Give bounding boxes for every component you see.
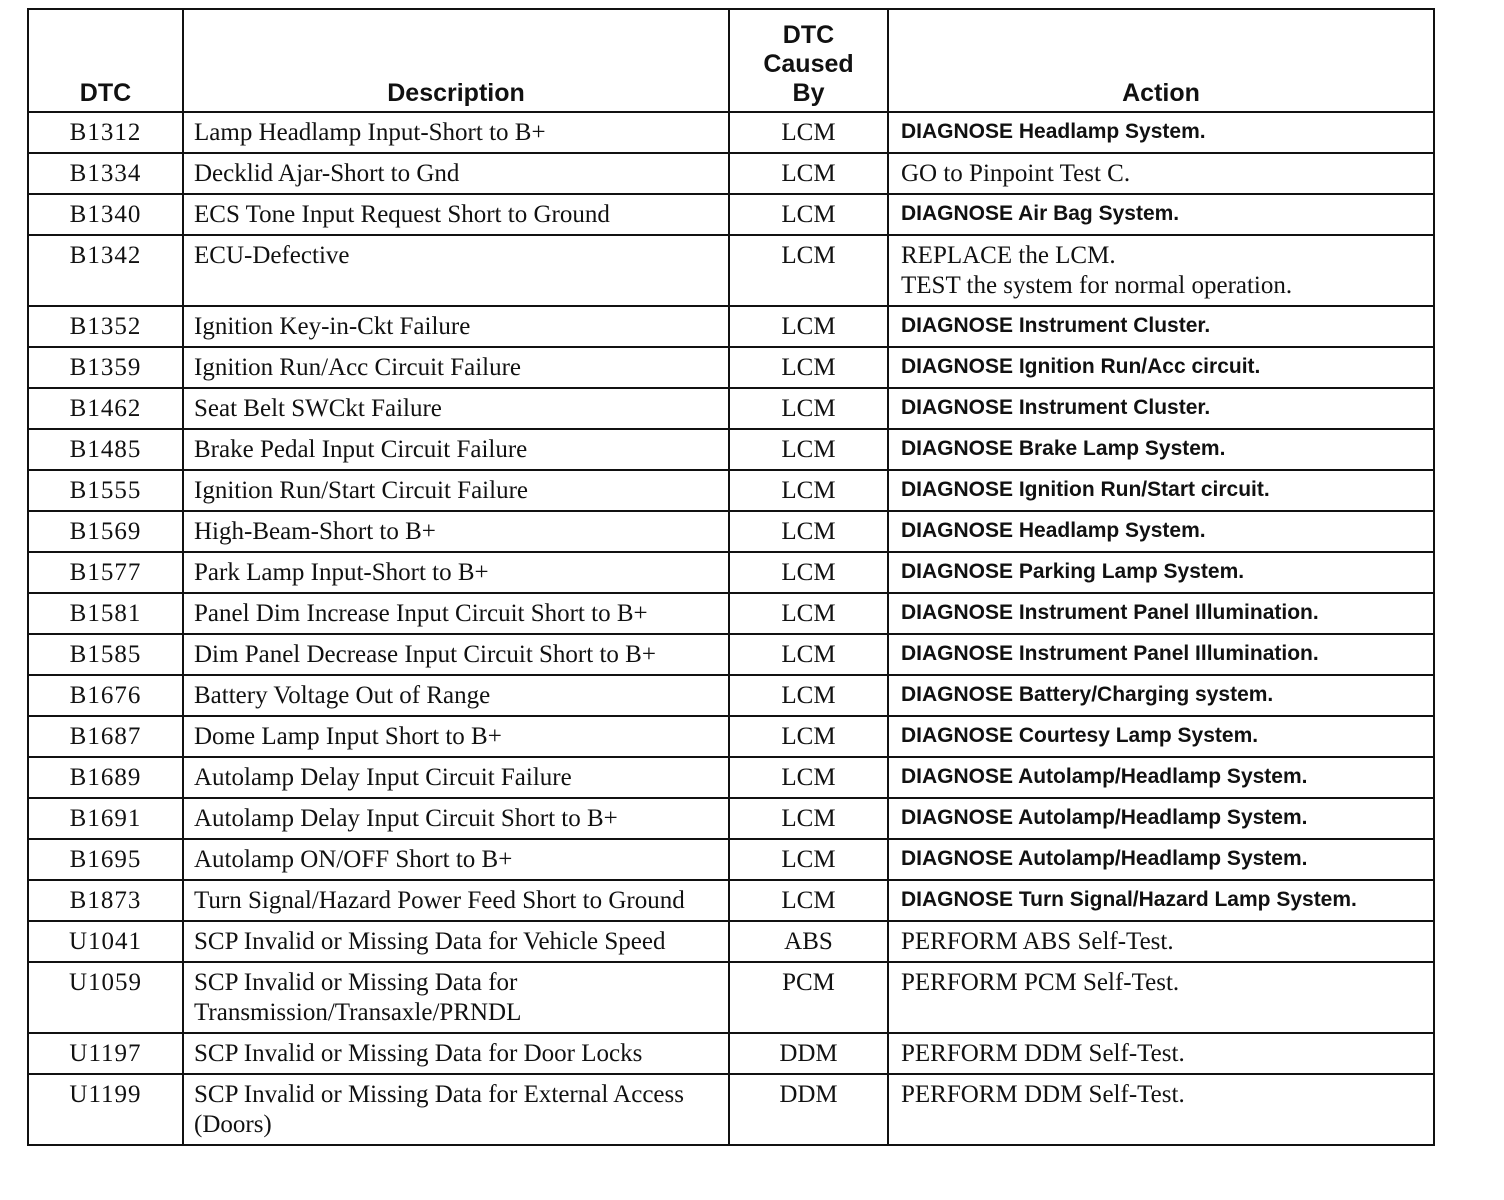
dtc-code-cell: B1873 xyxy=(28,880,183,921)
action-line: DIAGNOSE Instrument Panel Illumination. xyxy=(901,601,1319,624)
table-row xyxy=(28,716,1434,757)
dtc-table xyxy=(27,8,1435,1146)
description-cell: Battery Voltage Out of Range xyxy=(183,675,729,716)
table-row xyxy=(28,839,1434,880)
table-row xyxy=(28,880,1434,921)
action-cell xyxy=(888,921,1434,962)
action-line: DIAGNOSE Autolamp/Headlamp System. xyxy=(901,847,1308,870)
action-cell xyxy=(888,798,1434,839)
action-line: DIAGNOSE Instrument Cluster. xyxy=(901,314,1211,337)
caused-by-cell: LCM xyxy=(729,306,888,347)
header-caused-by-line: By xyxy=(792,79,825,107)
action-line: DIAGNOSE Ignition Run/Start circuit. xyxy=(901,478,1270,501)
dtc-code-cell: B1585 xyxy=(28,634,183,675)
table-row xyxy=(28,470,1434,511)
table-row xyxy=(28,757,1434,798)
dtc-code-cell: B1462 xyxy=(28,388,183,429)
action-cell xyxy=(888,552,1434,593)
action-line: DIAGNOSE Autolamp/Headlamp System. xyxy=(901,806,1308,829)
dtc-code-cell: U1199 xyxy=(28,1074,183,1145)
dtc-code-cell: B1555 xyxy=(28,470,183,511)
dtc-code-cell: B1691 xyxy=(28,798,183,839)
action-cell xyxy=(888,1074,1434,1145)
dtc-code-cell: U1059 xyxy=(28,962,183,1033)
description-cell: Autolamp Delay Input Circuit Short to B+ xyxy=(183,798,729,839)
description-cell: SCP Invalid or Missing Data for Transmission/Transaxle/PRNDL xyxy=(183,962,729,1033)
action-line: DIAGNOSE Instrument Cluster. xyxy=(901,396,1211,419)
description-cell: Lamp Headlamp Input-Short to B+ xyxy=(183,112,729,153)
action-line: DIAGNOSE Battery/Charging system. xyxy=(901,683,1274,706)
table-row xyxy=(28,962,1434,1033)
dtc-code-cell: B1687 xyxy=(28,716,183,757)
action-line: PERFORM DDM Self-Test. xyxy=(901,1081,1185,1108)
caused-by-cell: LCM xyxy=(729,798,888,839)
caused-by-cell: ABS xyxy=(729,921,888,962)
caused-by-cell: LCM xyxy=(729,757,888,798)
action-line: DIAGNOSE Courtesy Lamp System. xyxy=(901,724,1259,747)
table-row xyxy=(28,921,1434,962)
action-line: PERFORM ABS Self-Test. xyxy=(901,928,1174,955)
action-line: PERFORM DDM Self-Test. xyxy=(901,1040,1185,1067)
table-row xyxy=(28,1033,1434,1074)
caused-by-cell: LCM xyxy=(729,153,888,194)
dtc-code-cell: B1581 xyxy=(28,593,183,634)
table-row xyxy=(28,1074,1434,1145)
action-line: DIAGNOSE Headlamp System. xyxy=(901,519,1206,542)
table-row xyxy=(28,675,1434,716)
table-row xyxy=(28,593,1434,634)
caused-by-cell: LCM xyxy=(729,511,888,552)
table-row xyxy=(28,347,1434,388)
table-row xyxy=(28,429,1434,470)
action-line: DIAGNOSE Turn Signal/Hazard Lamp System. xyxy=(901,888,1357,911)
action-line: DIAGNOSE Air Bag System. xyxy=(901,202,1180,225)
action-line: REPLACE the LCM. xyxy=(901,242,1116,269)
description-cell: Park Lamp Input-Short to B+ xyxy=(183,552,729,593)
dtc-code-cell: U1041 xyxy=(28,921,183,962)
dtc-code-cell: B1695 xyxy=(28,839,183,880)
description-cell: Ignition Run/Start Circuit Failure xyxy=(183,470,729,511)
action-line: DIAGNOSE Headlamp System. xyxy=(901,120,1206,143)
dtc-code-cell: B1676 xyxy=(28,675,183,716)
action-line: DIAGNOSE Ignition Run/Acc circuit. xyxy=(901,355,1261,378)
dtc-code-cell: B1334 xyxy=(28,153,183,194)
table-row xyxy=(28,112,1434,153)
caused-by-cell: LCM xyxy=(729,716,888,757)
header-caused-by xyxy=(729,9,888,112)
action-line: DIAGNOSE Parking Lamp System. xyxy=(901,560,1245,583)
caused-by-cell: DDM xyxy=(729,1033,888,1074)
action-cell xyxy=(888,429,1434,470)
description-cell: ECU-Defective xyxy=(183,235,729,306)
action-cell xyxy=(888,511,1434,552)
dtc-code-cell: B1340 xyxy=(28,194,183,235)
action-cell xyxy=(888,470,1434,511)
caused-by-cell: LCM xyxy=(729,347,888,388)
action-cell xyxy=(888,716,1434,757)
description-cell: Dim Panel Decrease Input Circuit Short to B+ xyxy=(183,634,729,675)
dtc-table-container xyxy=(27,8,1433,1146)
description-cell: SCP Invalid or Missing Data for Door Locks xyxy=(183,1033,729,1074)
action-line: DIAGNOSE Autolamp/Headlamp System. xyxy=(901,765,1308,788)
caused-by-cell: PCM xyxy=(729,962,888,1033)
description-cell: SCP Invalid or Missing Data for Vehicle Speed xyxy=(183,921,729,962)
action-cell xyxy=(888,634,1434,675)
action-cell xyxy=(888,839,1434,880)
action-cell xyxy=(888,962,1434,1033)
action-cell xyxy=(888,593,1434,634)
table-row xyxy=(28,306,1434,347)
action-cell xyxy=(888,153,1434,194)
action-line: PERFORM PCM Self-Test. xyxy=(901,969,1180,996)
caused-by-cell: DDM xyxy=(729,1074,888,1145)
table-row xyxy=(28,388,1434,429)
dtc-code-cell: B1312 xyxy=(28,112,183,153)
dtc-code-cell: B1342 xyxy=(28,235,183,306)
table-row xyxy=(28,194,1434,235)
description-cell: Brake Pedal Input Circuit Failure xyxy=(183,429,729,470)
action-cell xyxy=(888,1033,1434,1074)
action-line: DIAGNOSE Brake Lamp System. xyxy=(901,437,1226,460)
dtc-code-cell: B1485 xyxy=(28,429,183,470)
action-cell xyxy=(888,675,1434,716)
header-row xyxy=(28,9,1434,112)
description-cell: Autolamp ON/OFF Short to B+ xyxy=(183,839,729,880)
action-cell xyxy=(888,194,1434,235)
table-header xyxy=(28,9,1434,112)
action-cell xyxy=(888,347,1434,388)
action-cell xyxy=(888,112,1434,153)
table-body xyxy=(28,112,1434,1145)
dtc-code-cell: B1352 xyxy=(28,306,183,347)
description-cell: Panel Dim Increase Input Circuit Short to B+ xyxy=(183,593,729,634)
caused-by-cell: LCM xyxy=(729,593,888,634)
action-cell xyxy=(888,880,1434,921)
caused-by-cell: LCM xyxy=(729,880,888,921)
table-row xyxy=(28,235,1434,306)
table-row xyxy=(28,634,1434,675)
dtc-code-cell: B1577 xyxy=(28,552,183,593)
dtc-code-cell: U1197 xyxy=(28,1033,183,1074)
dtc-code-cell: B1359 xyxy=(28,347,183,388)
header-caused-by-line: DTC xyxy=(782,21,835,49)
description-cell: High-Beam-Short to B+ xyxy=(183,511,729,552)
caused-by-cell: LCM xyxy=(729,194,888,235)
caused-by-cell: LCM xyxy=(729,235,888,306)
description-cell: Seat Belt SWCkt Failure xyxy=(183,388,729,429)
header-action: Action xyxy=(888,9,1434,112)
action-cell xyxy=(888,757,1434,798)
table-row xyxy=(28,552,1434,593)
description-cell: Turn Signal/Hazard Power Feed Short to Ground xyxy=(183,880,729,921)
caused-by-cell: LCM xyxy=(729,470,888,511)
caused-by-cell: LCM xyxy=(729,839,888,880)
table-row xyxy=(28,511,1434,552)
description-cell: SCP Invalid or Missing Data for External Access (Doors) xyxy=(183,1074,729,1145)
caused-by-cell: LCM xyxy=(729,634,888,675)
caused-by-cell: LCM xyxy=(729,112,888,153)
description-cell: Dome Lamp Input Short to B+ xyxy=(183,716,729,757)
dtc-code-cell: B1689 xyxy=(28,757,183,798)
table-row xyxy=(28,798,1434,839)
action-cell xyxy=(888,388,1434,429)
header-description: Description xyxy=(183,9,729,112)
dtc-code-cell: B1569 xyxy=(28,511,183,552)
caused-by-cell: LCM xyxy=(729,552,888,593)
description-cell: ECS Tone Input Request Short to Ground xyxy=(183,194,729,235)
table-row xyxy=(28,153,1434,194)
caused-by-cell: LCM xyxy=(729,675,888,716)
caused-by-cell: LCM xyxy=(729,388,888,429)
description-cell: Autolamp Delay Input Circuit Failure xyxy=(183,757,729,798)
action-line: TEST the system for normal operation. xyxy=(901,272,1293,299)
header-caused-by-line: Caused xyxy=(763,50,854,78)
action-line: DIAGNOSE Instrument Panel Illumination. xyxy=(901,642,1319,665)
description-cell: Ignition Key-in-Ckt Failure xyxy=(183,306,729,347)
header-dtc: DTC xyxy=(28,9,183,112)
action-cell xyxy=(888,235,1434,306)
caused-by-cell: LCM xyxy=(729,429,888,470)
description-cell: Decklid Ajar-Short to Gnd xyxy=(183,153,729,194)
action-line: GO to Pinpoint Test C. xyxy=(901,160,1131,187)
action-cell xyxy=(888,306,1434,347)
description-cell: Ignition Run/Acc Circuit Failure xyxy=(183,347,729,388)
